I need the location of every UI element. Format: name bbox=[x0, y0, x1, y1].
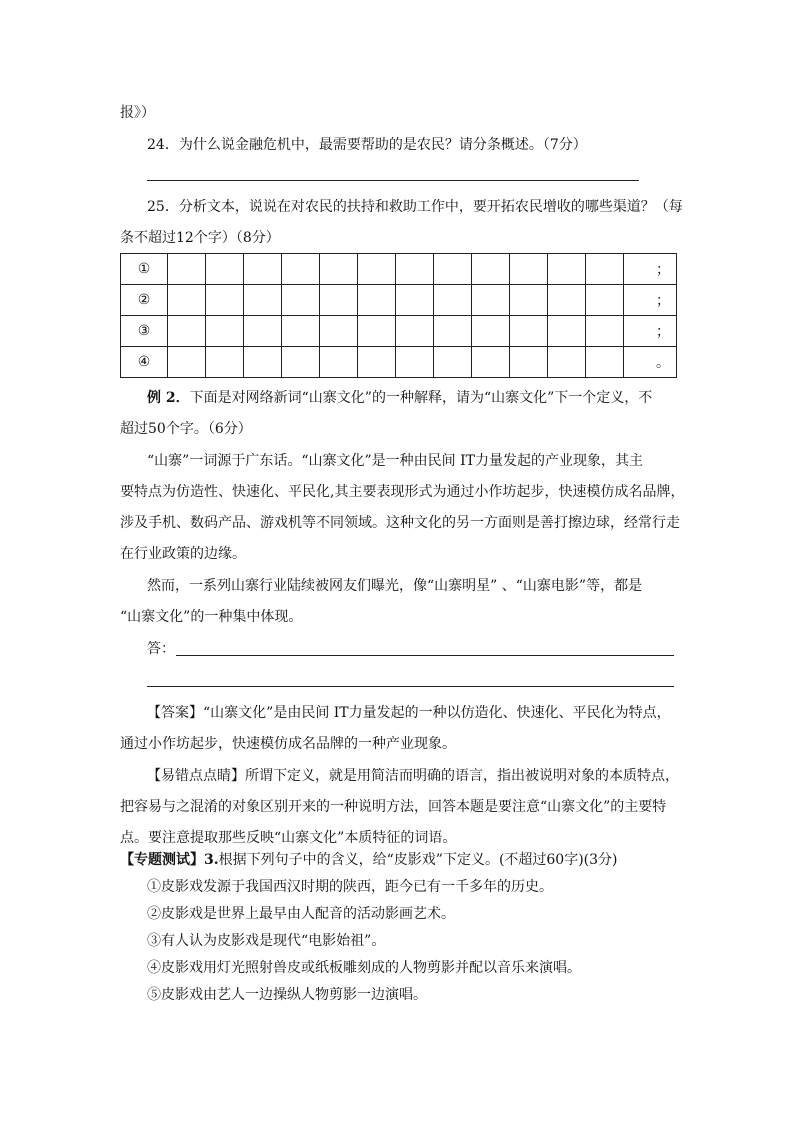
grid-cell[interactable] bbox=[358, 347, 396, 378]
grid-cell[interactable] bbox=[434, 254, 472, 285]
grid-cell[interactable] bbox=[320, 347, 358, 378]
grid-cell[interactable] bbox=[358, 254, 396, 285]
tip-line: 点。要注意提取那些反映“山寨文化”本质特征的词语。 bbox=[120, 830, 457, 846]
grid-cell[interactable] bbox=[472, 347, 510, 378]
grid-row bbox=[121, 316, 677, 347]
grid-cell[interactable] bbox=[320, 254, 358, 285]
grid-cell[interactable] bbox=[472, 254, 510, 285]
grid-cell[interactable] bbox=[586, 285, 624, 316]
passage-line: 涉及手机、数码产品、游戏机等不同领域。这种文化的另一方面则是善打擦边球，经常行走 bbox=[120, 515, 680, 531]
list-item: ②皮影戏是世界上最早由人配音的活动影画艺术。 bbox=[147, 906, 455, 922]
example-2-label: 例 2． bbox=[147, 390, 190, 406]
answer-key-cont: 通过小作坊起步，快速模仿成名品牌的一种产业现象。 bbox=[120, 736, 456, 752]
special-test bbox=[120, 850, 618, 870]
list-item: ⑤皮影戏由艺人一边操纵人物剪影一边演唱。 bbox=[147, 987, 427, 1003]
passage-line: 要特点为仿造性、快速化、平民化,其主要表现形式为通过小作坊起步，快速模仿成名品牌， bbox=[120, 484, 685, 500]
grid-row bbox=[121, 347, 677, 378]
grid-cell[interactable] bbox=[586, 316, 624, 347]
passage-line: “山寨文化”的一种集中体现。 bbox=[120, 609, 303, 625]
list-item: ①皮影戏发源于我国西汉时期的陕西，距今已有一千多年的历史。 bbox=[147, 879, 553, 895]
example-2-text: 下面是对网络新词“山寨文化”的一种解释，请为“山寨文化”下一个定义，不 bbox=[189, 390, 653, 406]
grid-cell[interactable] bbox=[548, 285, 586, 316]
grid-row-end: ； bbox=[624, 254, 677, 285]
question-24: 24．为什么说金融危机中，最需要帮助的是农民？请分条概述。（7分） bbox=[147, 137, 587, 153]
grid-cell[interactable] bbox=[510, 316, 548, 347]
grid-cell[interactable] bbox=[396, 254, 434, 285]
grid-cell[interactable] bbox=[548, 347, 586, 378]
grid-cell[interactable] bbox=[472, 316, 510, 347]
question-25: 25．分析文本，说说在对农民的扶持和救助工作中，要开拓农民增收的哪些渠道？（每 bbox=[147, 199, 683, 215]
grid-cell[interactable] bbox=[244, 254, 282, 285]
answer-grid bbox=[120, 253, 677, 378]
grid-cell[interactable] bbox=[586, 347, 624, 378]
text-line: 报》） bbox=[120, 105, 155, 121]
grid-cell[interactable] bbox=[320, 316, 358, 347]
grid-cell[interactable] bbox=[510, 285, 548, 316]
special-test-label: 【专题测试】3. bbox=[120, 852, 219, 868]
grid-cell[interactable] bbox=[206, 285, 244, 316]
grid-cell[interactable] bbox=[244, 285, 282, 316]
grid-cell[interactable] bbox=[548, 254, 586, 285]
grid-row-number: ② bbox=[121, 285, 168, 316]
grid-row bbox=[121, 285, 677, 316]
grid-cell[interactable] bbox=[396, 347, 434, 378]
grid-cell[interactable] bbox=[548, 316, 586, 347]
grid-cell[interactable] bbox=[206, 316, 244, 347]
grid-cell[interactable] bbox=[472, 285, 510, 316]
list-item: ④皮影戏用灯光照射兽皮或纸板雕刻成的人物剪影并配以音乐来演唱。 bbox=[147, 960, 581, 976]
tip-line: 把容易与之混淆的对象区别开来的一种说明方法，回答本题是要注意“山寨文化”的主要特 bbox=[120, 799, 667, 815]
grid-row-end: ； bbox=[624, 285, 677, 316]
grid-cell[interactable] bbox=[320, 285, 358, 316]
answer-line-24 bbox=[147, 180, 639, 181]
grid-row-end: ； bbox=[624, 316, 677, 347]
passage-line: 在行业政策的边缘。 bbox=[120, 546, 246, 562]
grid-cell[interactable] bbox=[510, 347, 548, 378]
grid-cell[interactable] bbox=[244, 347, 282, 378]
example-2-cont: 超过50个字。（6分） bbox=[120, 421, 252, 437]
answer-line[interactable] bbox=[147, 686, 674, 687]
passage-line: 然而，一系列山寨行业陆续被网友们曝光，像“山寨明星” 、“山寨电影”等，都是 bbox=[147, 578, 643, 594]
grid-row-number: ④ bbox=[121, 347, 168, 378]
grid-cell[interactable] bbox=[396, 285, 434, 316]
grid-cell[interactable] bbox=[396, 316, 434, 347]
grid-cell[interactable] bbox=[434, 285, 472, 316]
grid-cell[interactable] bbox=[168, 316, 206, 347]
answer-line[interactable] bbox=[176, 655, 674, 656]
tip-line: 【易错点点睛】所谓下定义，就是用简洁而明确的语言，指出被说明对象的本质特点， bbox=[147, 768, 679, 784]
grid-cell[interactable] bbox=[434, 347, 472, 378]
example-2 bbox=[147, 388, 652, 408]
grid-cell[interactable] bbox=[282, 316, 320, 347]
grid-cell[interactable] bbox=[282, 285, 320, 316]
list-item: ③有人认为皮影戏是现代“电影始祖”。 bbox=[147, 933, 386, 949]
grid-row bbox=[121, 254, 677, 285]
grid-cell[interactable] bbox=[586, 254, 624, 285]
answer-label: 答： bbox=[147, 641, 175, 657]
grid-cell[interactable] bbox=[358, 285, 396, 316]
grid-cell[interactable] bbox=[168, 347, 206, 378]
grid-cell[interactable] bbox=[282, 347, 320, 378]
grid-cell[interactable] bbox=[206, 254, 244, 285]
special-test-text: 根据下列句子中的含义，给“皮影戏”下定义。(不超过60字)(3分) bbox=[218, 852, 618, 868]
grid-cell[interactable] bbox=[168, 285, 206, 316]
grid-row-number: ③ bbox=[121, 316, 168, 347]
grid-row-end: 。 bbox=[624, 347, 677, 378]
grid-cell[interactable] bbox=[434, 316, 472, 347]
question-25-cont: 条不超过12个字）（8分） bbox=[120, 230, 280, 246]
grid-cell[interactable] bbox=[244, 316, 282, 347]
grid-cell[interactable] bbox=[510, 254, 548, 285]
grid-cell[interactable] bbox=[282, 254, 320, 285]
passage-line: “山寨”一词源于广东话。“山寨文化”是一种由民间 IT力量发起的产业现象，其主 bbox=[147, 453, 643, 469]
grid-row-number: ① bbox=[121, 254, 168, 285]
answer-key: 【答案】“山寨文化”是由民间 IT力量发起的一种以仿造化、快速化、平民化为特点， bbox=[147, 705, 671, 721]
grid-cell[interactable] bbox=[358, 316, 396, 347]
grid-cell[interactable] bbox=[168, 254, 206, 285]
grid-cell[interactable] bbox=[206, 347, 244, 378]
